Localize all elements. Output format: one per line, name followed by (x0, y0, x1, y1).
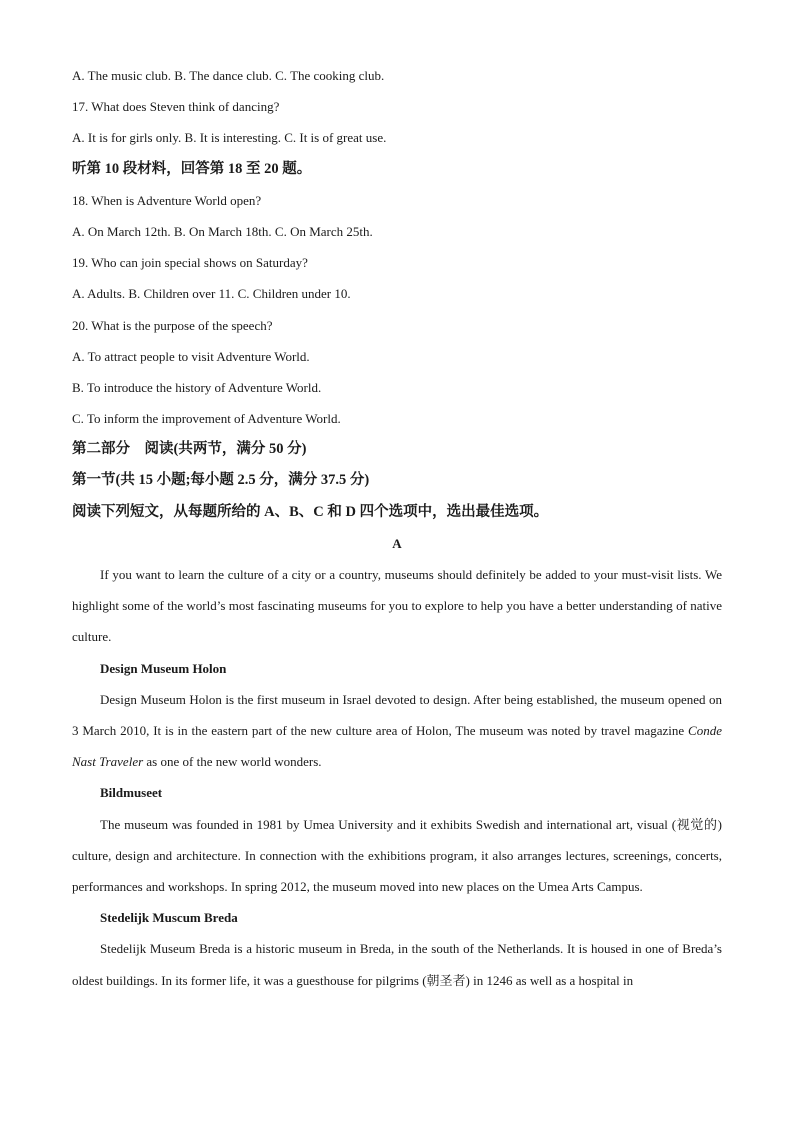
museum-2-text: The museum was founded in 1981 by Umea University and it exhibits Swedish and international art, visual (视觉的) culture, design and architecture. In connection with the exhibitions program, it also arranges lectures, screenings, concerts, performances and workshops. In spring 2012, the museum moved into new places on the Umea Arts Campus. (72, 816, 722, 895)
q20-option-c: C. To inform the improvement of Adventure World. (72, 411, 341, 427)
museum-2-title: Bildmuseet (100, 785, 163, 801)
museum-1-text-b: as one of the new world wonders. (143, 754, 322, 770)
q18-options: A. On March 12th. B. On March 18th. C. On March 25th. (72, 223, 373, 239)
q20-option-a: A. To attract people to visit Adventure World. (72, 348, 310, 364)
q20-question: 20. What is the purpose of the speech? (72, 317, 273, 333)
q17-question: 17. What does Steven think of dancing? (72, 99, 280, 115)
passage-intro: If you want to learn the culture of a city or a country, museums should definitely be added to your must-visit lists. We highlight some of the world’s most fascinating museums for you to explore to help you have a better understanding of native culture. (72, 567, 722, 645)
museum-1-text (72, 684, 722, 778)
document-page (72, 60, 722, 996)
q20-option-b: B. To introduce the history of Adventure World. (72, 379, 322, 395)
part2-section1: 第一节(共 15 小题;每小题 2.5 分，满分 37.5 分) (72, 472, 370, 489)
part2-title: 第二部分 阅读(共两节，满分 50 分) (72, 441, 307, 458)
passage-label: A (392, 535, 402, 551)
q16-options: A. The music club. B. The dance club. C. The cooking club. (72, 68, 385, 83)
museum-3-title: Stedelijk Muscum Breda (100, 910, 238, 926)
magazine-name: Conde Nast Traveler (72, 723, 722, 770)
part2-instruction: 阅读下列短文，从每题所给的 A、B、C 和 D 四个选项中，选出最佳选项。 (72, 503, 549, 520)
q17-options: A. It is for girls only. B. It is interesting. C. It is of great use. (72, 130, 387, 146)
q19-question: 19. Who can join special shows on Saturday? (72, 255, 308, 271)
museum-3-text: Stedelijk Museum Breda is a historic museum in Breda, in the south of the Netherlands. It is housed in one of Breda’s oldest buildings. In its former life, it was a guesthouse for pilgrims (朝圣者) in 1246 as well as a hospital in (72, 941, 722, 988)
section10-heading: 听第 10 段材料，回答第 18 至 20 题。 (72, 160, 312, 177)
q18-question: 18. When is Adventure World open? (72, 192, 262, 208)
museum-1-text-a: Design Museum Holon is the first museum in Israel devoted to design. After being established, the museum opened on 3 March 2010, It is in the eastern part of the new culture area of Holon, The museum was noted by travel magazine (72, 691, 722, 739)
museum-1-title: Design Museum Holon (100, 660, 227, 676)
q19-options: A. Adults. B. Children over 11. C. Children under 10. (72, 286, 351, 302)
